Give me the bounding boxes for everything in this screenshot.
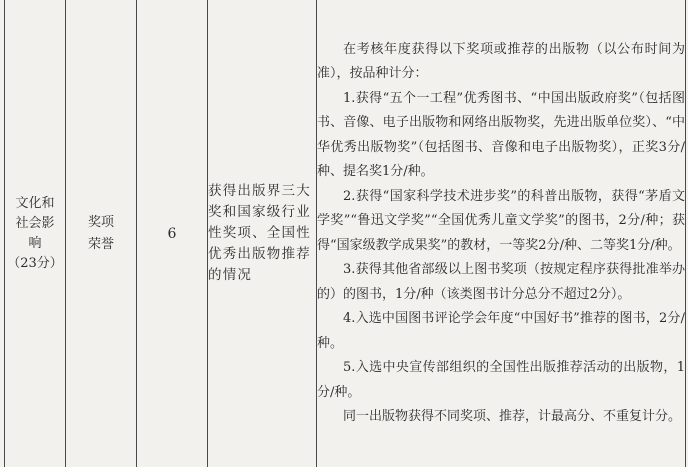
evaluation-table xyxy=(4,0,686,467)
table-row xyxy=(5,0,686,467)
rule-item-3: 3.获得其他省部级以上图书奖项（按规定程序获得批准举办的）的图书，1分/种（该类图书计分总分不超过2分）。 xyxy=(317,262,685,302)
category-name-line3: 响 xyxy=(28,235,42,251)
rules-note: 同一出版物获得不同奖项、推荐，计最高分、不重复计分。 xyxy=(343,409,682,424)
rule-item-5: 5.入选中央宣传部组织的全国性出版推荐活动的出版物，1分/种。 xyxy=(317,360,685,400)
rule-item-1: 1.获得“五个一工程”优秀图书、“中国出版政府奖”（包括图书、音像、电子出版物和网络出版物奖，先进出版单位奖）、“中华优秀出版物奖”（包括图书、音像和电子出版物奖），正奖3分/种、提名奖1分/种。 xyxy=(317,90,685,179)
item-cell xyxy=(66,0,137,467)
category-cell xyxy=(5,0,66,467)
score-cell: 6 xyxy=(137,0,208,467)
rules-intro: 在考核年度获得以下奖项或推荐的出版物（以公布时间为准），按品种计分： xyxy=(317,41,685,81)
item-name-line1: 奖项 xyxy=(87,214,114,230)
category-points: （23分） xyxy=(7,255,63,271)
rules-cell xyxy=(317,0,686,467)
category-name-line2: 社会影 xyxy=(15,215,55,231)
condition-cell: 获得出版界三大奖和国家级行业性奖项、全国性优秀出版物推荐的情况 xyxy=(208,0,317,467)
category-name-line1: 文化和 xyxy=(15,195,55,211)
rule-item-4: 4.入选中国图书评论学会年度“中国好书”推荐的图书，2分/种。 xyxy=(317,311,685,351)
rule-item-2: 2.获得“国家科学技术进步奖”的科普出版物，获得“茅盾文学奖”“鲁迅文学奖”“全国优秀儿童文学奖”的图书，2分/种；获得“国家级教学成果奖”的教材，一等奖2分/种、二等奖1分/种。 xyxy=(317,188,685,253)
item-name-line2: 荣誉 xyxy=(87,236,114,252)
